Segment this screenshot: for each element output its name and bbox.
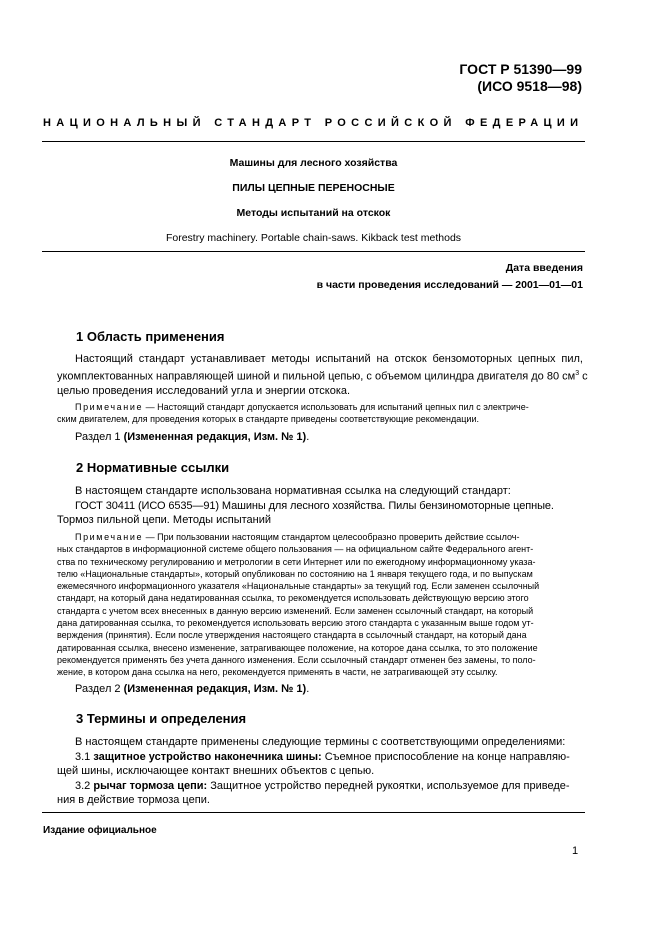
text-span: Раздел 1 [75,431,124,443]
term-name: защитное устройство наконечника шины: [93,750,322,763]
note-label: Примечание [75,532,144,542]
text-line: стандарт, на который дана недатированная ссылка, то рекомендуется использовать действующую версию этого [57,593,529,604]
gost-number: ГОСТ Р 51390—99 [459,61,582,77]
iso-number: (ИСО 9518—98) [477,78,582,94]
text-line: ния в действие тормоза цепи. [57,794,210,806]
title-methods: Методы испытаний на отскок [236,207,391,219]
revision-mark: (Измененная редакция, Изм. № 1) [123,431,307,443]
text-span: Раздел 2 [75,683,124,695]
term-name: рычаг тормоза цепи: [93,779,208,792]
term-definition: Защитное устройство передней рукоятки, используемое для приведе- [207,779,570,792]
text-span: — При пользовании настоящим стандартом целесообразно проверить действие ссылоч- [143,532,520,542]
text-line: стандарта с учетом всех внесенных в данную версию изменений. Если заменен ссылочный стандарт, на который [57,605,534,616]
text-line: ГОСТ 30411 (ИСО 6535—91) Машины для лесного хозяйства. Пилы бензиномоторные цепные. [75,499,554,512]
text-line [57,531,583,543]
text-span: укомплектованных направляющей шиной и пильной цепью, с объемом цилиндра двигателя до 80 см [57,370,576,383]
term-number: 3.1 [75,750,94,763]
footer-divider [42,812,585,813]
text-line: датированная ссылка, внесено изменение, затрагивающее положение, на которое дана ссылка, то это положение [57,642,538,653]
text-span: . [306,431,310,443]
text-line: жение, в котором дана ссылка на него, рекомендуется применять в части, не затрагивающей эту ссылку. [57,667,498,678]
term-3-1 [57,750,583,765]
text-line: Тормоз пильной цепи. Методы испытаний [57,514,272,526]
term-definition: Съемное приспособление на конце направляю- [321,750,570,763]
title-machinery: Машины для лесного хозяйства [229,157,398,169]
text-line: ных стандартов в информационной системе общего пользования — на официальном сайте Федерального агент- [57,544,534,555]
section-3-body [57,735,583,808]
section-2-revision [75,682,583,697]
section-2-heading: 2 Нормативные ссылки [76,460,230,475]
text-line: В настоящем стандарте использована нормативная ссылка на следующий стандарт: [75,485,511,497]
text-line [75,401,583,413]
text-line: верждения (принятия). Если после утверждения настоящего стандарта в ссылочный стандарт, на который дана [57,630,527,641]
section-1-paragraph [57,352,588,398]
text-line: целью проведения исследований угла и энергии отскока. [57,384,351,397]
title-divider [42,251,585,252]
text-span: с [579,370,588,383]
section-1-heading: 1 Область применения [76,329,225,344]
title-english: Forestry machinery. Portable chain-saws. Kikback test methods [165,232,462,244]
title-product: ПИЛЫ ЦЕПНЫЕ ПЕРЕНОСНЫЕ [232,182,395,194]
superscript: 3 [575,369,580,377]
section-2-paragraph [57,484,583,528]
text-line: ства по техническому регулированию и метрологии в сети Интернет или по ежегодному информационному указа- [57,556,536,567]
official-edition-label: Издание официальное [43,825,157,836]
text-line: щей шины, исключающее контакт внешних объектов с цепью. [57,765,375,777]
section-1-revision [75,430,583,445]
text-line: ежемесячного информационного указателя «Национальные стандарты» за текущий год. Если заменен ссылочный [57,581,540,592]
national-standard-banner: НАЦИОНАЛЬНЫЙ СТАНДАРТ РОССИЙСКОЙ ФЕДЕРАЦИИ [43,117,584,129]
text-line: рекомендуется применять без учета данного изменения. Если ссылочный стандарт отменен без замены, то поло- [57,654,536,665]
date-value: в части проведения исследований — 2001—01—01 [316,279,583,291]
text-line: телю «Национальные стандарты», который опубликован по состоянию на 1 января текущего года, и по выпускам [57,568,533,579]
section-1-note [57,401,583,426]
text-line: В настоящем стандарте применены следующие термины с соответствующими определениями: [75,736,566,748]
revision-mark: (Измененная редакция, Изм. № 1) [123,683,307,695]
standard-designation [459,61,582,95]
text-line: ским двигателем, для проведения которых в стандарте приведены соответствующие рекомендации. [57,414,479,425]
date-label: Дата введения [505,262,583,274]
text-line [57,367,588,384]
section-2-note [57,531,583,679]
text-span: . [306,683,310,695]
text-span: — Настоящий стандарт допускается использовать для испытаний цепных пил с электриче- [143,402,529,412]
term-3-2 [57,779,583,794]
note-label: Примечание [75,402,144,412]
text-line: Настоящий стандарт устанавливает методы испытаний на отскок бензомоторных цепных пил, [75,353,583,365]
text-line: дана датированная ссылка, то рекомендуется использовать версию этого стандарта с указанным выше годом ут- [57,618,534,629]
introduction-date [317,260,583,294]
section-3-heading: 3 Термины и определения [76,711,247,726]
header-divider [42,141,585,142]
page-number: 1 [572,845,579,857]
term-number: 3.2 [75,779,94,792]
